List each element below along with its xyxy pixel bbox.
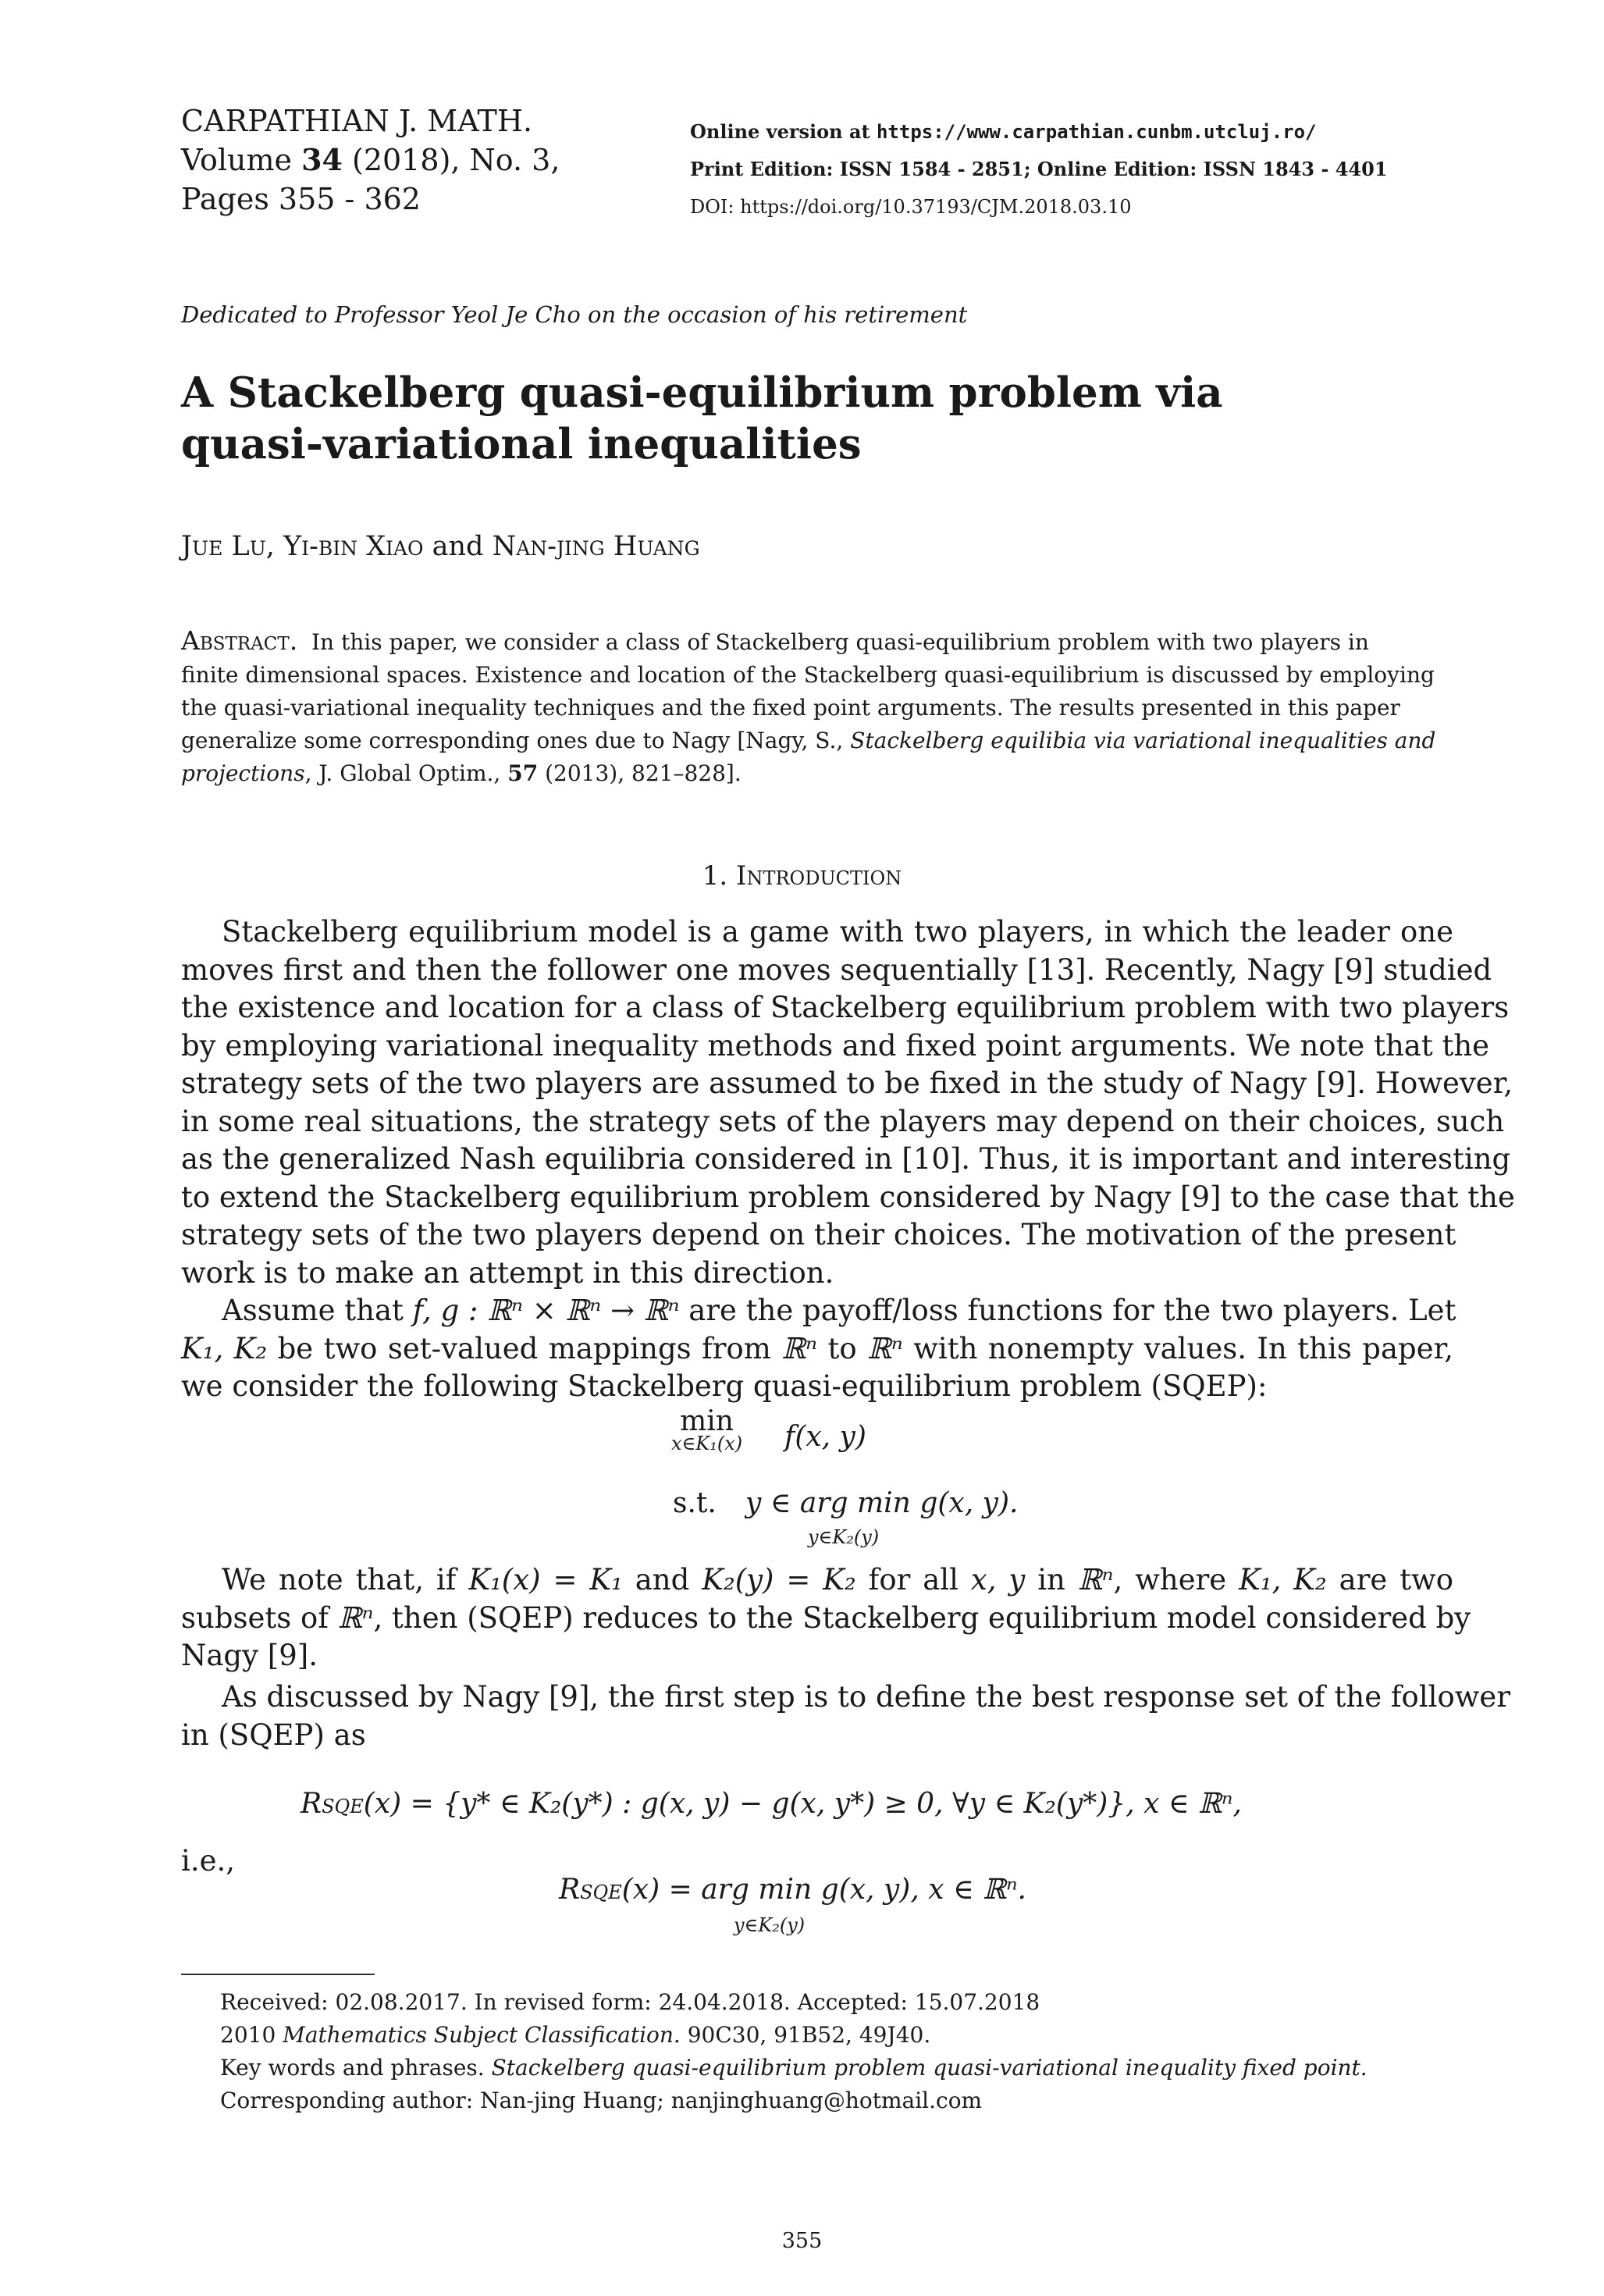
volume-info: Volume 34 (2018), No. 3, (181, 142, 560, 177)
msc-classification: 2010 Mathematics Subject Classification. 90C30, 91B52, 49J40. (220, 2022, 931, 2048)
ie-text: i.e., (181, 1844, 236, 1878)
dedication: Dedicated to Professor Yeol Je Cho on the occasion of his retirement (181, 301, 968, 328)
abstract: Abstract. In this paper, we consider a class of Stackelberg quasi-equilibrium problem with two players in finite dimensional spaces. Existence and location of the Stackelberg quasi-equilibrium is discussed by employing the quasi-variational inequality techniques and the fixed point arguments. The results presented in this paper generalize some corresponding ones due to Nagy [Nagy, S., Stackelberg equilibia via variational inequalities and projections, J. Global Optim., 57 (2013), 821–828]. (181, 625, 1436, 786)
keywords: Key words and phrases. Stackelberg quasi-equilibrium problem quasi-variational inequality fixed point. (220, 2055, 1367, 2081)
intro-paragraph: Stackelberg equilibrium model is a game with two players, in which the leader one moves first and then the follower one moves sequentially [13]. Recently, Nagy [9] studied the existence and location for a class of Stackelberg equilibrium problem with two players by employing variational inequality methods and fixed point arguments. We note that the strategy sets of the two players are assumed to be fixed in the study of Nagy [9]. However, in some real situations, the strategy sets of the players may depend on their choices, such as the generalized Nash equilibria considered in [10]. Thus, it is important and interesting to extend the Stackelberg equilibrium problem considered by Nagy [9] to the case that the strategy sets of the two players depend on their choices. The motivation of the present work is to make an attempt in this direction. (181, 915, 1515, 1290)
sqep-min-operator: min x∈K₁(x) (671, 1405, 743, 1454)
abstract-label: Abstract. (181, 625, 298, 656)
sqep-constraint: y ∈ arg min g(x, y). (745, 1487, 1019, 1519)
journal-header (181, 101, 560, 219)
online-version: Online version at https://www.carpathian.cunbm.utcluj.ro/ (690, 120, 1317, 143)
authors: Jue Lu, Yi-bin Xiao and Nan-jing Huang (181, 531, 700, 562)
footnote-divider (181, 1974, 375, 1975)
issn-info: Print Edition: ISSN 1584 - 2851; Online Edition: ISSN 1843 - 4401 (690, 158, 1388, 180)
doi-link[interactable]: DOI: https://doi.org/10.37193/CJM.2018.03.10 (690, 196, 1132, 218)
argmin-subscript: y∈K₂(y) (734, 1914, 806, 1936)
received-dates: Received: 02.08.2017. In revised form: 24.04.2018. Accepted: 15.07.2018 (220, 1989, 1040, 2015)
note-paragraph: We note that, if K₁(x) = K₁ and K₂(y) = K₂ for all x, y in ℝⁿ, where K₁, K₂ are two subsets of ℝⁿ, then (SQEP) reduces to the Stackelberg equilibrium model considered by Nagy [9]. (181, 1563, 1471, 1672)
sqep-st-label: s.t. (673, 1487, 717, 1519)
discussed-paragraph: As discussed by Nagy [9], the first step is to define the best response set of the follower in (SQEP) as (181, 1680, 1511, 1752)
corresponding-author: Corresponding author: Nan-jing Huang; nanjinghuang@hotmail.com (220, 2088, 983, 2113)
sqep-objective: f(x, y) (784, 1421, 866, 1453)
journal-name: CARPATHIAN J. MATH. (181, 104, 533, 138)
assume-paragraph: Assume that f, g : ℝⁿ × ℝⁿ → ℝⁿ are the payoff/loss functions for the two players. Let K₁, K₂ be two set-valued mappings from ℝⁿ to ℝⁿ with nonempty values. In this paper, we consider the following Stackelberg quasi-equilibrium problem (SQEP): (181, 1294, 1456, 1403)
page-range: Pages 355 - 362 (181, 182, 421, 216)
sqep-constraint-sub: y∈K₂(y) (808, 1526, 880, 1548)
online-url-link[interactable]: https://www.carpathian.cunbm.utcluj.ro/ (876, 121, 1317, 143)
paper-title: A Stackelberg quasi-equilibrium problem via quasi-variational inequalities (181, 368, 1223, 468)
argmin-equation: RSQE(x) = arg min g(x, y), x ∈ ℝⁿ. (559, 1874, 1026, 1906)
best-response-equation: RSQE(x) = {y* ∈ K₂(y*) : g(x, y) − g(x, y*) ≥ 0, ∀y ∈ K₂(y*)}, x ∈ ℝⁿ, (301, 1788, 1242, 1820)
publication-info (690, 113, 1388, 226)
page-number: 355 (781, 2229, 823, 2253)
section-heading: 1. Introduction (702, 860, 902, 892)
